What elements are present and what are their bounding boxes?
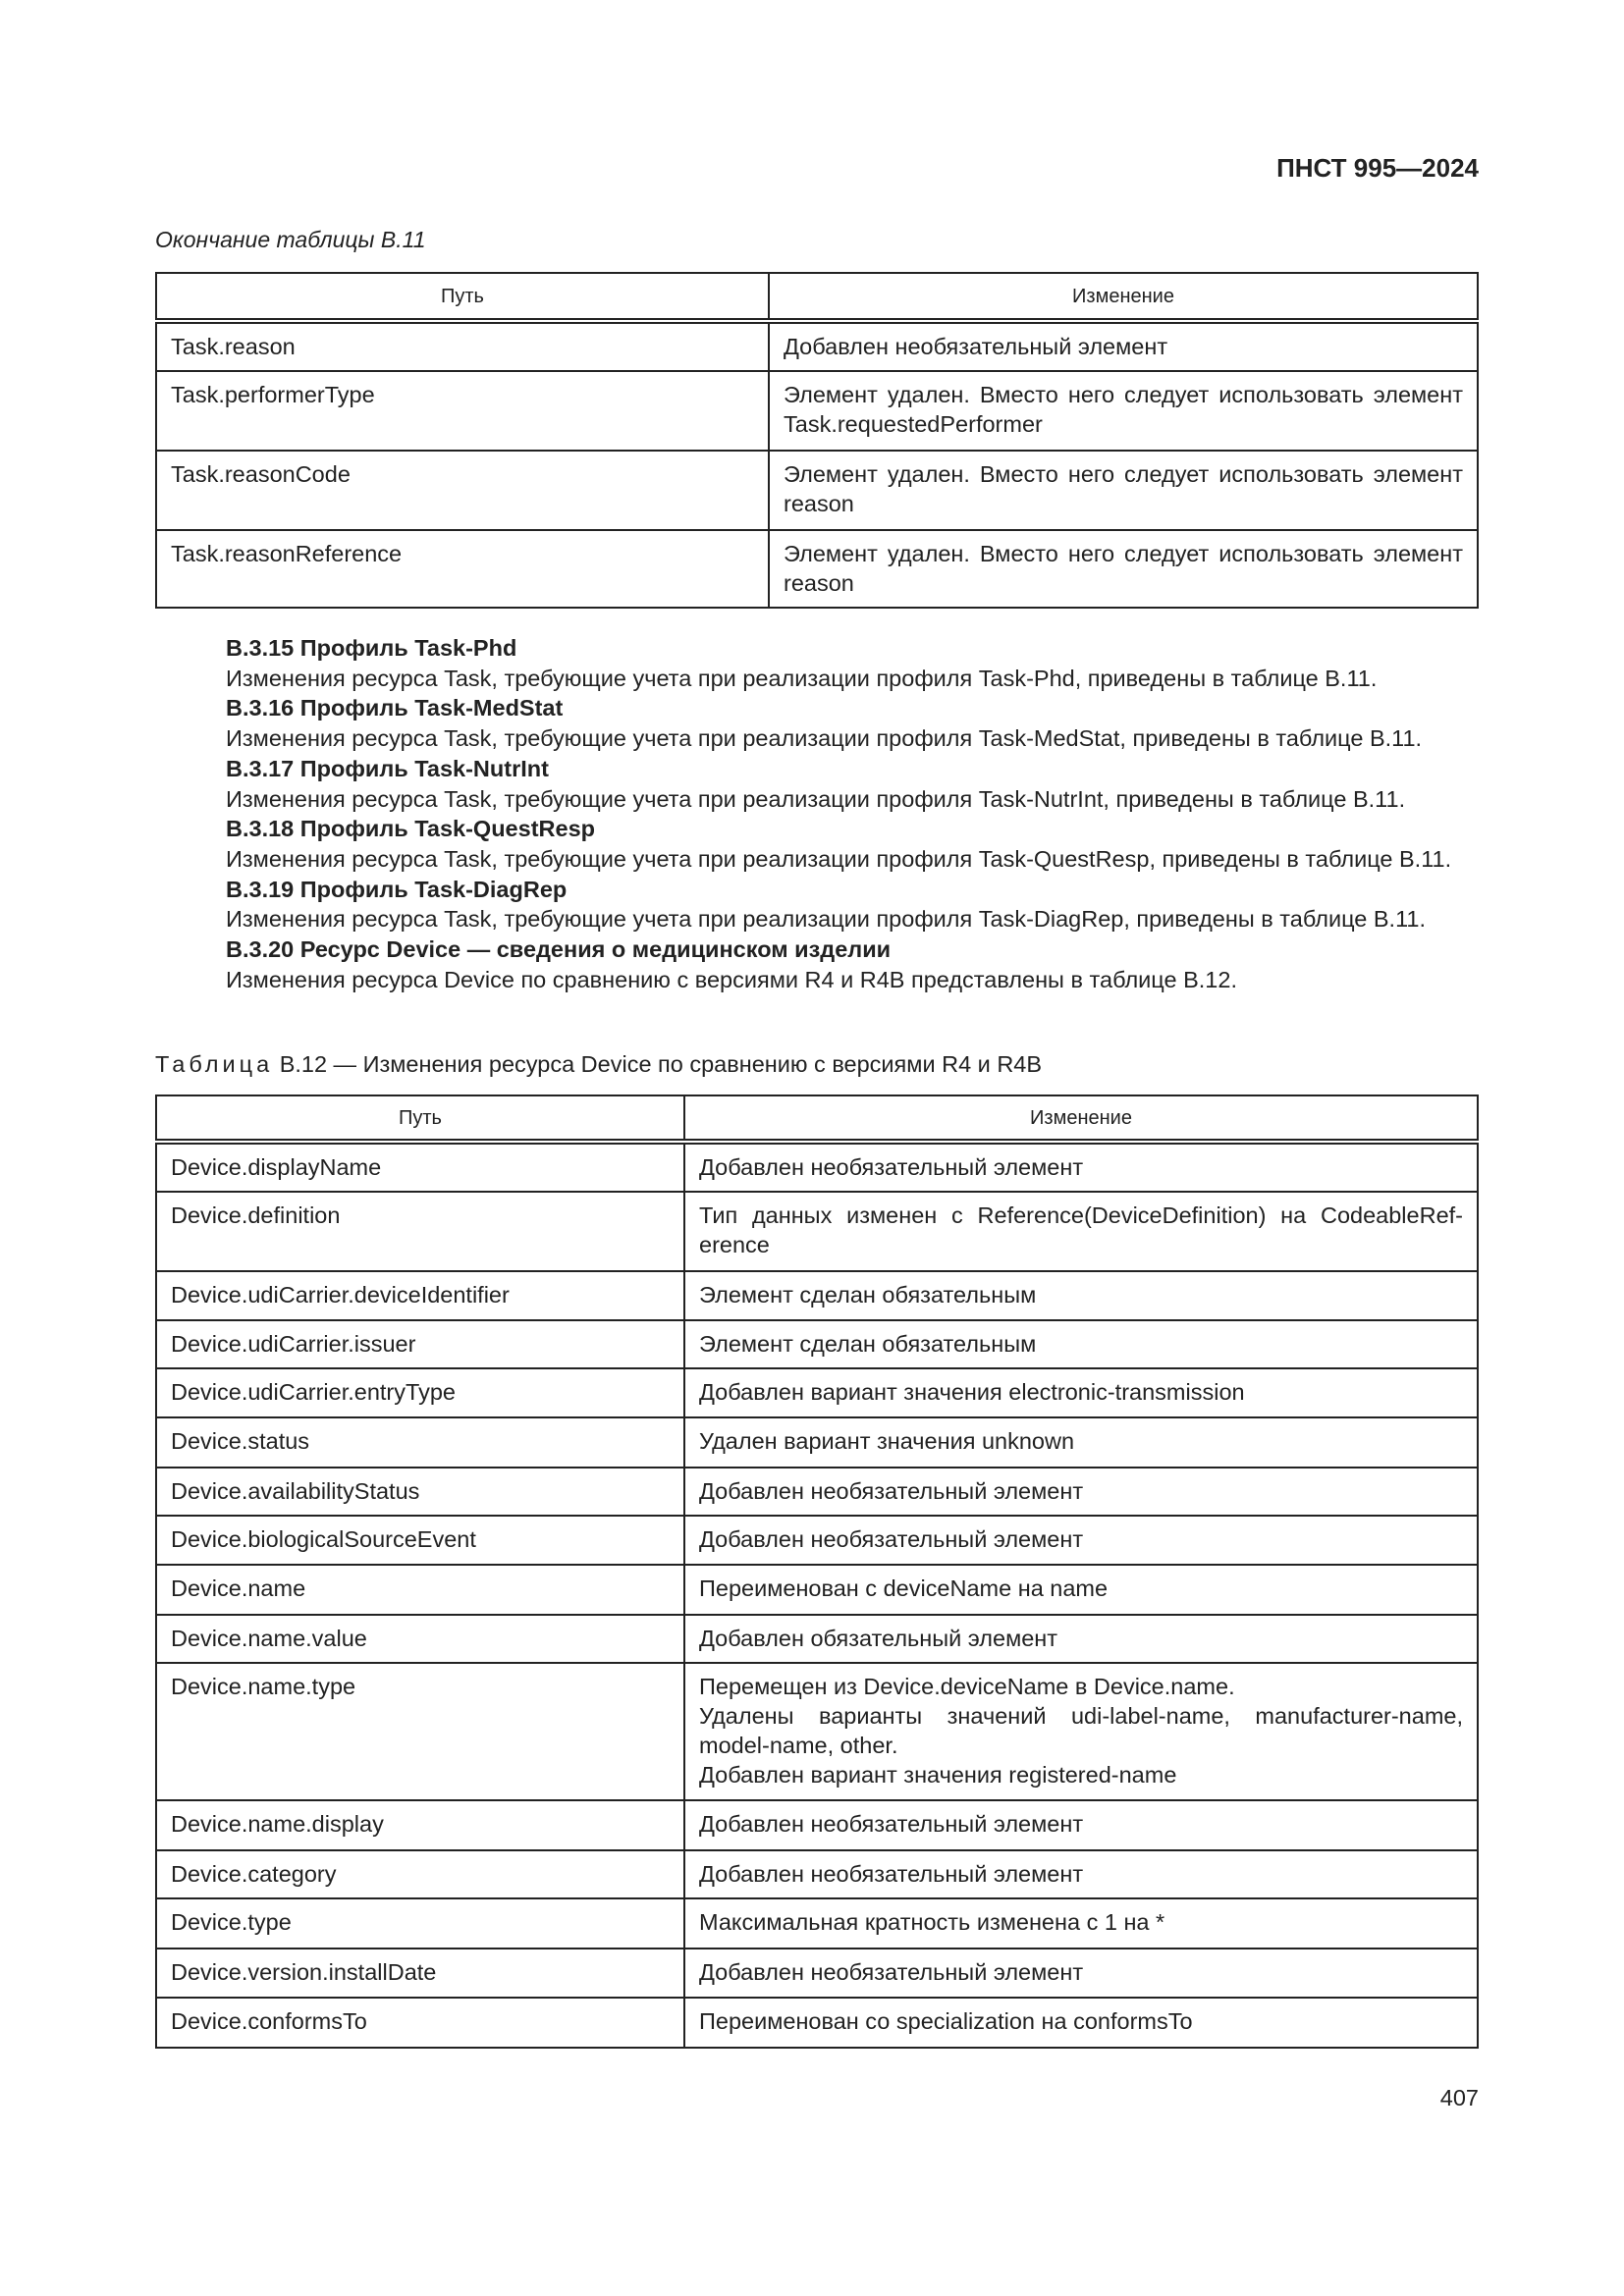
- table-row: [156, 371, 1478, 451]
- cell-change: [684, 1368, 1478, 1417]
- cell-path: Device.udiCarrier.entryType: [156, 1368, 684, 1417]
- cell-change: [684, 1850, 1478, 1898]
- cell-change-line: Перемещен из Device.deviceName в Device.name.: [699, 1674, 1235, 1699]
- table-b12: [155, 1095, 1479, 2049]
- section-paragraph: Изменения ресурса Task, требующие учета при реализации профиля Task-DiagRep, приведены в таблице В.11.: [226, 906, 1427, 933]
- table-row: [156, 1142, 1478, 1192]
- cell-change-line: Переименован с deviceName на name: [699, 1575, 1109, 1601]
- cell-path: Device.udiCarrier.deviceIdentifier: [156, 1271, 684, 1320]
- cell-change-line: Элемент сделан обязательным: [699, 1331, 1037, 1357]
- cell-path: Device.biologicalSourceEvent: [156, 1516, 684, 1565]
- cell-path: Device.name: [156, 1565, 684, 1615]
- cell-change-line: Максимальная кратность изменена с 1 на *: [699, 1909, 1165, 1935]
- table-row: [156, 451, 1478, 530]
- section-heading: В.3.16 Профиль Task-MedStat: [226, 695, 564, 721]
- cell-path: Device.displayName: [156, 1142, 684, 1192]
- cell-change: [684, 1142, 1478, 1192]
- table-row: [156, 1271, 1478, 1320]
- cell-path: Device.version.installDate: [156, 1949, 684, 1998]
- cell-change-line: Добавлен необязательный элемент: [699, 1154, 1084, 1180]
- table-caption-text: В.12 — Изменения ресурса Device по сравнению с версиями R4 и R4B: [279, 1051, 1043, 1077]
- cell-path: Device.category: [156, 1850, 684, 1898]
- cell-path: Device.type: [156, 1898, 684, 1949]
- table-row: [156, 1368, 1478, 1417]
- cell-change-line: Элемент сделан обязательным: [699, 1282, 1037, 1308]
- table-row: [156, 1516, 1478, 1565]
- cell-change-line: Добавлен необязательный элемент: [699, 1526, 1084, 1552]
- cell-change-line: Удалены варианты значений udi-label-name, manufacturer-name, model-name, other.: [699, 1703, 1463, 1758]
- cell-change-line: Добавлен вариант значения registered-name: [699, 1762, 1177, 1788]
- section-paragraph: Изменения ресурса Task, требующие учета при реализации профиля Task-QuestResp, приведены в таблице В.11.: [226, 845, 1452, 872]
- cell-change: [684, 1320, 1478, 1368]
- table-caption-label: Таблица: [155, 1051, 274, 1077]
- cell-change: [684, 1998, 1478, 2048]
- section-heading: В.3.15 Профиль Task-Phd: [226, 635, 517, 661]
- cell-path: Task.reasonReference: [156, 530, 769, 608]
- table-row: [156, 1615, 1478, 1663]
- column-header-path: Путь: [156, 1095, 684, 1142]
- table-row: [156, 1898, 1478, 1949]
- table-b11-continuation: [155, 272, 1479, 609]
- section-paragraph: Изменения ресурса Task, требующие учета при реализации профиля Task-NutrInt, приведены в таблице В.11.: [226, 785, 1406, 812]
- cell-change: [684, 1468, 1478, 1516]
- cell-change-line: Добавлен необязательный элемент: [699, 1959, 1084, 1985]
- section-paragraph: Изменения ресурса Task, требующие учета при реализации профиля Task-Phd, приведены в таблице В.11.: [226, 665, 1378, 691]
- table-row: [156, 1565, 1478, 1615]
- cell-change-line: Добавлен необязательный элемент: [699, 1861, 1084, 1887]
- table-row: [156, 1850, 1478, 1898]
- cell-path: Device.availabilityStatus: [156, 1468, 684, 1516]
- table-b12-caption: [155, 1051, 1042, 1078]
- table-row: [156, 1417, 1478, 1468]
- cell-path: Task.performerType: [156, 371, 769, 451]
- cell-path: Device.definition: [156, 1192, 684, 1271]
- column-header-path: Путь: [156, 273, 769, 321]
- table-header-row: [156, 1095, 1478, 1142]
- cell-change-line: Переименован со specialization на conformsTo: [699, 2008, 1193, 2034]
- cell-change-line: Добавлен необязательный элемент: [699, 1811, 1084, 1837]
- table-row: [156, 1320, 1478, 1368]
- table-continuation-caption: Окончание таблицы В.11: [155, 227, 426, 252]
- cell-change: Элемент удален. Вместо него следует использовать элемент Task.requestedPerformer: [769, 371, 1478, 451]
- cell-path: Device.name.display: [156, 1800, 684, 1850]
- cell-change: [684, 1800, 1478, 1850]
- cell-change: [684, 1192, 1478, 1271]
- table-row: [156, 1998, 1478, 2048]
- cell-path: Device.name.type: [156, 1663, 684, 1800]
- page-number: 407: [1439, 2085, 1479, 2110]
- cell-change: [684, 1663, 1478, 1800]
- cell-path: Task.reasonCode: [156, 451, 769, 530]
- cell-change: Добавлен необязательный элемент: [769, 321, 1478, 371]
- cell-path: Device.udiCarrier.issuer: [156, 1320, 684, 1368]
- section-text-block: [226, 633, 1451, 994]
- cell-change: [684, 1949, 1478, 1998]
- cell-change-line: Добавлен необязательный элемент: [699, 1478, 1084, 1504]
- cell-change: Элемент удален. Вместо него следует использовать элемент reason: [769, 451, 1478, 530]
- section-heading: В.3.18 Профиль Task-QuestResp: [226, 816, 595, 842]
- section-heading: В.3.20 Ресурс Device — сведения о медицинском изделии: [226, 936, 892, 963]
- cell-path: Task.reason: [156, 321, 769, 371]
- cell-change: Элемент удален. Вместо него следует использовать элемент reason: [769, 530, 1478, 608]
- table-row: [156, 1663, 1478, 1800]
- cell-change: [684, 1565, 1478, 1615]
- table-row: [156, 321, 1478, 371]
- cell-change-line: Тип данных изменен с Reference(DeviceDefinition) на CodeableReference: [699, 1202, 1463, 1257]
- cell-path: Device.conformsTo: [156, 1998, 684, 2048]
- section-heading: В.3.19 Профиль Task-DiagRep: [226, 876, 568, 902]
- cell-change-line: Удален вариант значения unknown: [699, 1428, 1075, 1454]
- table-row: [156, 1800, 1478, 1850]
- cell-change: [684, 1615, 1478, 1663]
- cell-change-line: Добавлен обязательный элемент: [699, 1626, 1058, 1651]
- column-header-change: Изменение: [684, 1095, 1478, 1142]
- column-header-change: Изменение: [769, 273, 1478, 321]
- table-row: [156, 1192, 1478, 1271]
- cell-path: Device.name.value: [156, 1615, 684, 1663]
- cell-change-line: Добавлен вариант значения electronic-transmission: [699, 1379, 1245, 1405]
- document-code: ПНСТ 995—2024: [1276, 153, 1479, 183]
- table-row: [156, 1468, 1478, 1516]
- cell-path: Device.status: [156, 1417, 684, 1468]
- table-header-row: [156, 273, 1478, 321]
- cell-change: [684, 1898, 1478, 1949]
- section-heading: В.3.17 Профиль Task-NutrInt: [226, 755, 549, 781]
- table-row: [156, 1949, 1478, 1998]
- cell-change: [684, 1417, 1478, 1468]
- table-row: [156, 530, 1478, 608]
- section-paragraph: Изменения ресурса Device по сравнению с версиями R4 и R4B представлены в таблице В.12.: [226, 966, 1237, 992]
- cell-change: [684, 1516, 1478, 1565]
- section-paragraph: Изменения ресурса Task, требующие учета при реализации профиля Task-MedStat, приведены в таблице В.11.: [226, 725, 1423, 752]
- cell-change: [684, 1271, 1478, 1320]
